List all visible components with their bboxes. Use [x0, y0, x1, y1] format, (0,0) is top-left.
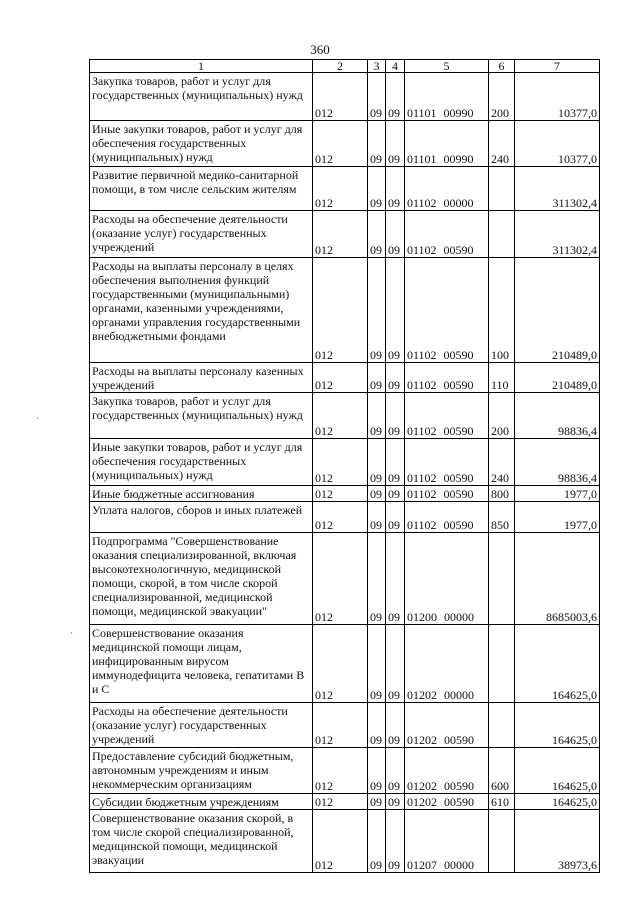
subsection-code-cell: 09 [386, 258, 405, 363]
target-article-cell: 01202 00590 [405, 794, 489, 810]
description-cell: Совершенствование оказания скорой, в том числе скорой специализированной, медицинской помощи, медицинской эвакуации [90, 810, 313, 873]
subsection-code-cell: 09 [386, 810, 405, 873]
section-code-cell: 09 [368, 73, 386, 121]
expense-type-cell [489, 703, 515, 748]
amount-cell: 164625,0 [515, 703, 600, 748]
table-row [90, 439, 600, 486]
subsection-code-cell: 09 [386, 393, 405, 439]
expense-type-cell [489, 533, 515, 625]
grbs-code-cell: 012 [313, 502, 368, 533]
expense-type-cell [489, 810, 515, 873]
subsection-code-cell: 09 [386, 73, 405, 121]
scan-speck: · [36, 413, 39, 423]
target-article-cell: 01202 00590 [405, 703, 489, 748]
description-cell: Иные закупки товаров, работ и услуг для обеспечения государственных (муниципальных) нужд [90, 439, 313, 486]
description-cell: Совершенствование оказания медицинской помощи лицам, инфицированным вирусом иммунодефицита человека, гепатитами В и С [90, 625, 313, 703]
grbs-code-cell: 012 [313, 810, 368, 873]
table-row [90, 211, 600, 258]
section-code-cell: 09 [368, 502, 386, 533]
column-number: 5 [405, 60, 489, 73]
target-article-cell: 01102 00000 [405, 167, 489, 211]
amount-cell: 1977,0 [515, 486, 600, 502]
expense-type-cell [489, 625, 515, 703]
target-article-cell: 01207 00000 [405, 810, 489, 873]
description-cell: Иные закупки товаров, работ и услуг для обеспечения государственных (муниципальных) нужд [90, 121, 313, 167]
table-row [90, 121, 600, 167]
subsection-code-cell: 09 [386, 794, 405, 810]
description-cell: Расходы на выплаты персоналу казенных учреждений [90, 363, 313, 393]
table-row [90, 363, 600, 393]
expense-type-cell: 110 [489, 363, 515, 393]
description-cell: Иные бюджетные ассигнования [90, 486, 313, 502]
grbs-code-cell: 012 [313, 794, 368, 810]
subsection-code-cell: 09 [386, 211, 405, 258]
grbs-code-cell: 012 [313, 625, 368, 703]
section-code-cell: 09 [368, 439, 386, 486]
amount-cell: 164625,0 [515, 794, 600, 810]
description-cell: Подпрограмма "Совершенствование оказания специализированной, включая высокотехнологичную, медицинской помощи, скорой, в том числе скорой специализированной, медицинской помощи, медицинской эвакуации" [90, 533, 313, 625]
target-article-cell: 01102 00590 [405, 502, 489, 533]
column-number: 7 [515, 60, 600, 73]
description-cell: Развитие первичной медико-санитарной помощи, в том числе сельским жителям [90, 167, 313, 211]
subsection-code-cell: 09 [386, 121, 405, 167]
table-row [90, 810, 600, 873]
expense-type-cell: 240 [489, 121, 515, 167]
column-number: 6 [489, 60, 515, 73]
table-body [90, 60, 600, 873]
expense-type-cell: 610 [489, 794, 515, 810]
description-cell: Закупка товаров, работ и услуг для государственных (муниципальных) нужд [90, 73, 313, 121]
grbs-code-cell: 012 [313, 439, 368, 486]
column-number-row [90, 60, 600, 73]
target-article-cell: 01200 00000 [405, 533, 489, 625]
target-article-cell: 01202 00000 [405, 625, 489, 703]
expense-type-cell: 850 [489, 502, 515, 533]
table-row [90, 703, 600, 748]
amount-cell: 210489,0 [515, 363, 600, 393]
description-cell: Субсидии бюджетным учреждениям [90, 794, 313, 810]
target-article-cell: 01101 00990 [405, 121, 489, 167]
scan-speck: · [70, 628, 73, 638]
table-row [90, 625, 600, 703]
description-cell: Предоставление субсидий бюджетным, автономным учреждениям и иным некоммерческим организациям [90, 748, 313, 794]
grbs-code-cell: 012 [313, 486, 368, 502]
target-article-cell: 01202 00590 [405, 748, 489, 794]
table-row [90, 533, 600, 625]
grbs-code-cell: 012 [313, 393, 368, 439]
amount-cell: 8685003,6 [515, 533, 600, 625]
table-row [90, 794, 600, 810]
amount-cell: 38973,6 [515, 810, 600, 873]
description-cell: Расходы на обеспечение деятельности (оказание услуг) государственных учреждений [90, 211, 313, 258]
section-code-cell: 09 [368, 533, 386, 625]
amount-cell: 311302,4 [515, 167, 600, 211]
section-code-cell: 09 [368, 703, 386, 748]
target-article-cell: 01102 00590 [405, 393, 489, 439]
grbs-code-cell: 012 [313, 121, 368, 167]
grbs-code-cell: 012 [313, 533, 368, 625]
table-row [90, 486, 600, 502]
table-row [90, 748, 600, 794]
subsection-code-cell: 09 [386, 363, 405, 393]
section-code-cell: 09 [368, 363, 386, 393]
table-row [90, 258, 600, 363]
description-cell: Расходы на обеспечение деятельности (оказание услуг) государственных учреждений [90, 703, 313, 748]
section-code-cell: 09 [368, 393, 386, 439]
subsection-code-cell: 09 [386, 625, 405, 703]
expense-type-cell: 100 [489, 258, 515, 363]
amount-cell: 164625,0 [515, 625, 600, 703]
amount-cell: 10377,0 [515, 73, 600, 121]
expense-type-cell: 200 [489, 393, 515, 439]
subsection-code-cell: 09 [386, 533, 405, 625]
amount-cell: 10377,0 [515, 121, 600, 167]
subsection-code-cell: 09 [386, 167, 405, 211]
grbs-code-cell: 012 [313, 211, 368, 258]
amount-cell: 164625,0 [515, 748, 600, 794]
expense-type-cell: 240 [489, 439, 515, 486]
description-cell: Закупка товаров, работ и услуг для государственных (муниципальных) нужд [90, 393, 313, 439]
page-number: 360 [310, 42, 330, 57]
subsection-code-cell: 09 [386, 486, 405, 502]
subsection-code-cell: 09 [386, 502, 405, 533]
expense-type-cell: 600 [489, 748, 515, 794]
section-code-cell: 09 [368, 810, 386, 873]
table-row [90, 73, 600, 121]
column-number: 2 [313, 60, 368, 73]
target-article-cell: 01101 00990 [405, 73, 489, 121]
grbs-code-cell: 012 [313, 703, 368, 748]
table-row [90, 393, 600, 439]
grbs-code-cell: 012 [313, 73, 368, 121]
expense-type-cell [489, 167, 515, 211]
grbs-code-cell: 012 [313, 167, 368, 211]
section-code-cell: 09 [368, 211, 386, 258]
section-code-cell: 09 [368, 748, 386, 794]
target-article-cell: 01102 00590 [405, 258, 489, 363]
amount-cell: 98836,4 [515, 393, 600, 439]
subsection-code-cell: 09 [386, 703, 405, 748]
target-article-cell: 01102 00590 [405, 211, 489, 258]
section-code-cell: 09 [368, 258, 386, 363]
grbs-code-cell: 012 [313, 748, 368, 794]
amount-cell: 311302,4 [515, 211, 600, 258]
section-code-cell: 09 [368, 625, 386, 703]
subsection-code-cell: 09 [386, 439, 405, 486]
section-code-cell: 09 [368, 794, 386, 810]
description-cell: Уплата налогов, сборов и иных платежей [90, 502, 313, 533]
expense-type-cell: 800 [489, 486, 515, 502]
budget-table [89, 59, 600, 873]
column-number: 3 [368, 60, 386, 73]
amount-cell: 210489,0 [515, 258, 600, 363]
grbs-code-cell: 012 [313, 258, 368, 363]
expense-type-cell: 200 [489, 73, 515, 121]
target-article-cell: 01102 00590 [405, 439, 489, 486]
column-number: 4 [386, 60, 405, 73]
amount-cell: 1977,0 [515, 502, 600, 533]
expense-type-cell [489, 211, 515, 258]
column-number: 1 [90, 60, 313, 73]
subsection-code-cell: 09 [386, 748, 405, 794]
section-code-cell: 09 [368, 167, 386, 211]
section-code-cell: 09 [368, 121, 386, 167]
table-row [90, 167, 600, 211]
description-cell: Расходы на выплаты персоналу в целях обеспечения выполнения функций государственными (муниципальными) органами, казенными учреждениями, органами управления государственными внебюджетными фондами [90, 258, 313, 363]
amount-cell: 98836,4 [515, 439, 600, 486]
table-row [90, 502, 600, 533]
section-code-cell: 09 [368, 486, 386, 502]
grbs-code-cell: 012 [313, 363, 368, 393]
target-article-cell: 01102 00590 [405, 363, 489, 393]
target-article-cell: 01102 00590 [405, 486, 489, 502]
